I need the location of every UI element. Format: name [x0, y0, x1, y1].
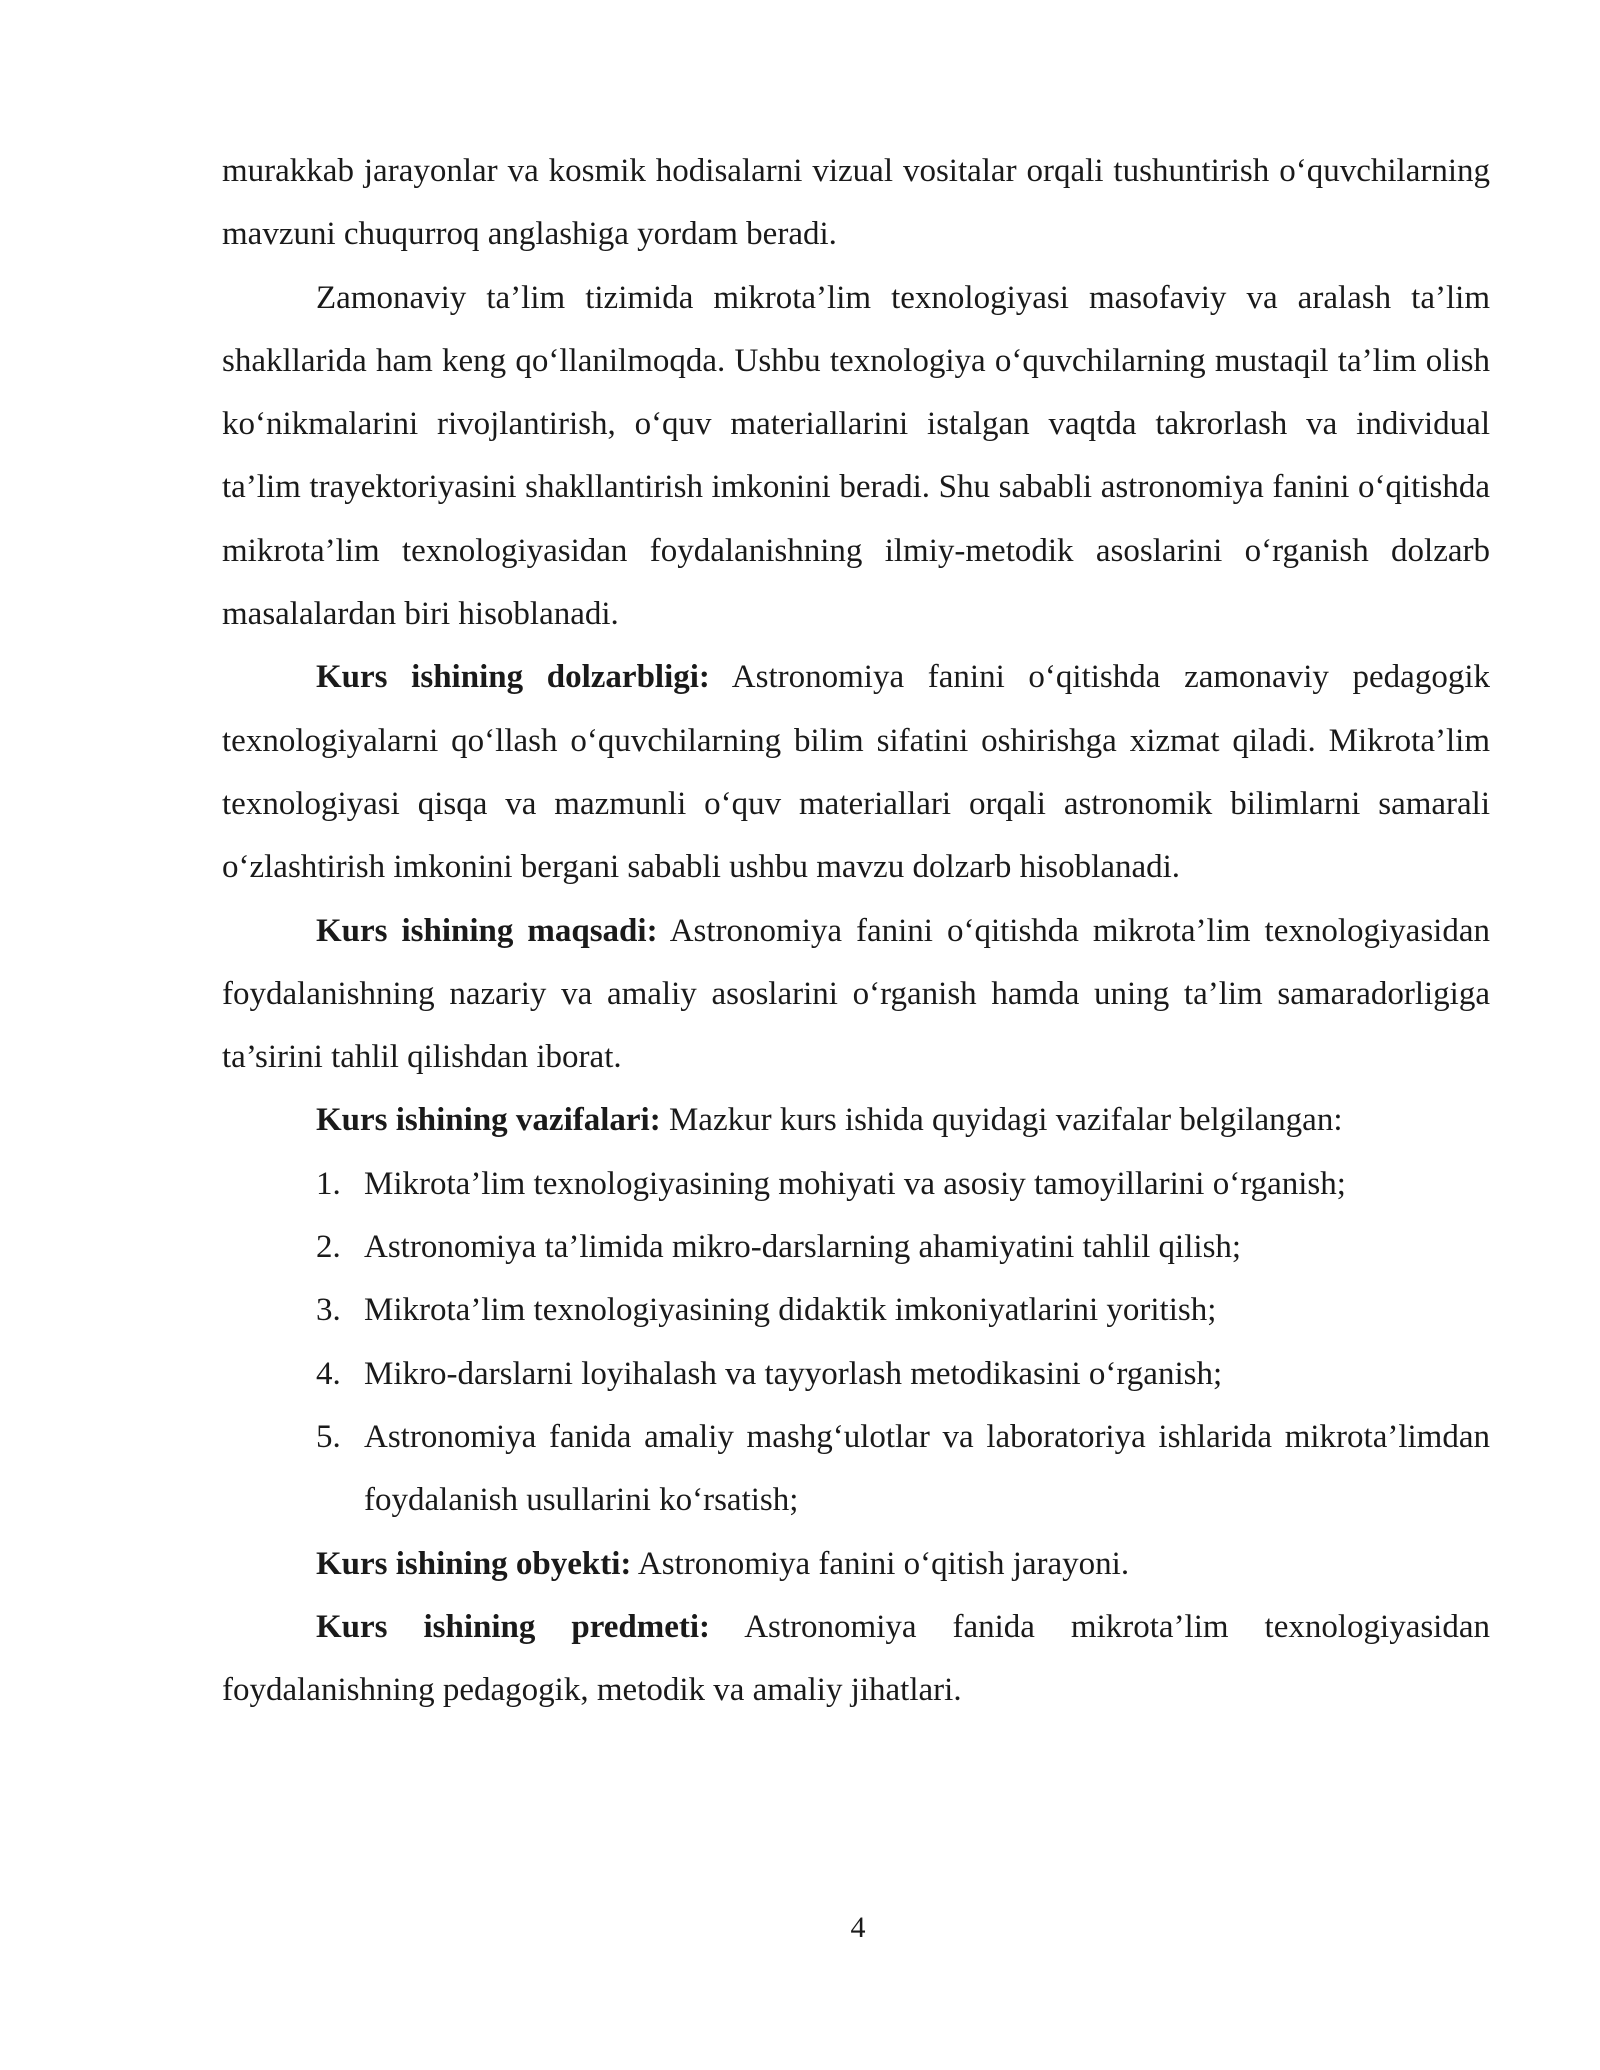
paragraph-goal: [222, 900, 1490, 1090]
list-item-text: Astronomiya ta’limida mikro-darslarning ahamiyatini tahlil qilish;: [364, 1229, 1242, 1266]
object-text: Astronomiya fanini o‘qitish jarayoni.: [637, 1545, 1130, 1582]
page-number: 4: [850, 1911, 866, 1944]
paragraph-modern-education: Zamonaviy ta’lim tizimida mikrota’lim texnologiyasi masofaviy va aralash ta’lim shakllarida ham keng qo‘llanilmoqda. Ushbu texnologiya o‘quvchilarning mustaqil ta’lim olish ko‘nikmalarini rivojlantirish, o‘quv materiallarini istalgan vaqtda takrorlash va individual ta’lim trayektoriyasini shakllantirish imkonini beradi. Shu sababli astronomiya fanini o‘qitishda mikrota’lim texnologiyasidan foydalanishning ilmiy-metodik asoslarini o‘rganish dolzarb masalalardan biri hisoblanadi.: [222, 279, 1490, 633]
list-item: [316, 1279, 1490, 1342]
document-page: [222, 140, 1490, 1722]
list-item-number: 2.: [316, 1229, 341, 1266]
list-item: [316, 1216, 1490, 1279]
list-item-number: 5.: [316, 1418, 341, 1455]
paragraph-subject: [222, 1596, 1490, 1723]
object-label: Kurs ishining obyekti:: [316, 1545, 632, 1582]
tasks-label: Kurs ishining vazifalari:: [316, 1102, 661, 1139]
subject-label: Kurs ishining predmeti:: [316, 1608, 711, 1645]
list-item-text: Mikro-darslarni loyihalash va tayyorlash metodikasini o‘rganish;: [364, 1355, 1223, 1392]
relevance-label: Kurs ishining dolzarbligi:: [316, 659, 710, 696]
tasks-text: Mazkur kurs ishida quyidagi vazifalar belgilangan:: [668, 1102, 1343, 1139]
list-item: [316, 1153, 1490, 1216]
paragraph-object: [222, 1533, 1490, 1596]
list-item-text: Mikrota’lim texnologiyasining mohiyati va asosiy tamoyillarini o‘rganish;: [364, 1165, 1346, 1202]
paragraph-tasks-intro: [222, 1089, 1490, 1152]
list-item-text: Astronomiya fanida amaliy mashg‘ulotlar va laboratoriya ishlarida mikrota’limdan foydalanish usullarini ko‘rsatish;: [364, 1418, 1490, 1519]
paragraph-relevance: [222, 646, 1490, 899]
list-item-number: 3.: [316, 1292, 341, 1329]
list-item-text: Mikrota’lim texnologiyasining didaktik imkoniyatlarini yoritish;: [364, 1292, 1217, 1329]
tasks-list: [222, 1153, 1490, 1533]
relevance-text: Astronomiya fanini o‘qitishda zamonaviy pedagogik texnologiyalarni qo‘llash o‘quvchilarning bilim sifatini oshirishga xizmat qiladi. Mikrota’lim texnologiyasi qisqa va mazmunli o‘quv materiallari orqali astronomik bilimlarni samarali o‘zlashtirish imkonini bergani sababli ushbu mavzu dolzarb hisoblanadi.: [222, 659, 1490, 886]
subject-text: Astronomiya fanida mikrota’lim texnologiyasidan foydalanishning pedagogik, metodik va amaliy jihatlari.: [222, 1608, 1490, 1709]
goal-text: Astronomiya fanini o‘qitishda mikrota’lim texnologiyasidan foydalanishning nazariy va amaliy asoslarini o‘rganish hamda uning ta’lim samaradorligiga ta’sirini tahlil qilishdan iborat.: [222, 912, 1490, 1076]
paragraph-intro-continuation: murakkab jarayonlar va kosmik hodisalarni vizual vositalar orqali tushuntirish o‘quvchilarning mavzuni chuqurroq anglashiga yordam beradi.: [222, 153, 1490, 253]
goal-label: Kurs ishining maqsadi:: [316, 912, 658, 949]
list-item: [316, 1343, 1490, 1406]
list-item-number: 4.: [316, 1355, 341, 1392]
list-item: [316, 1406, 1490, 1533]
list-item-number: 1.: [316, 1165, 341, 1202]
